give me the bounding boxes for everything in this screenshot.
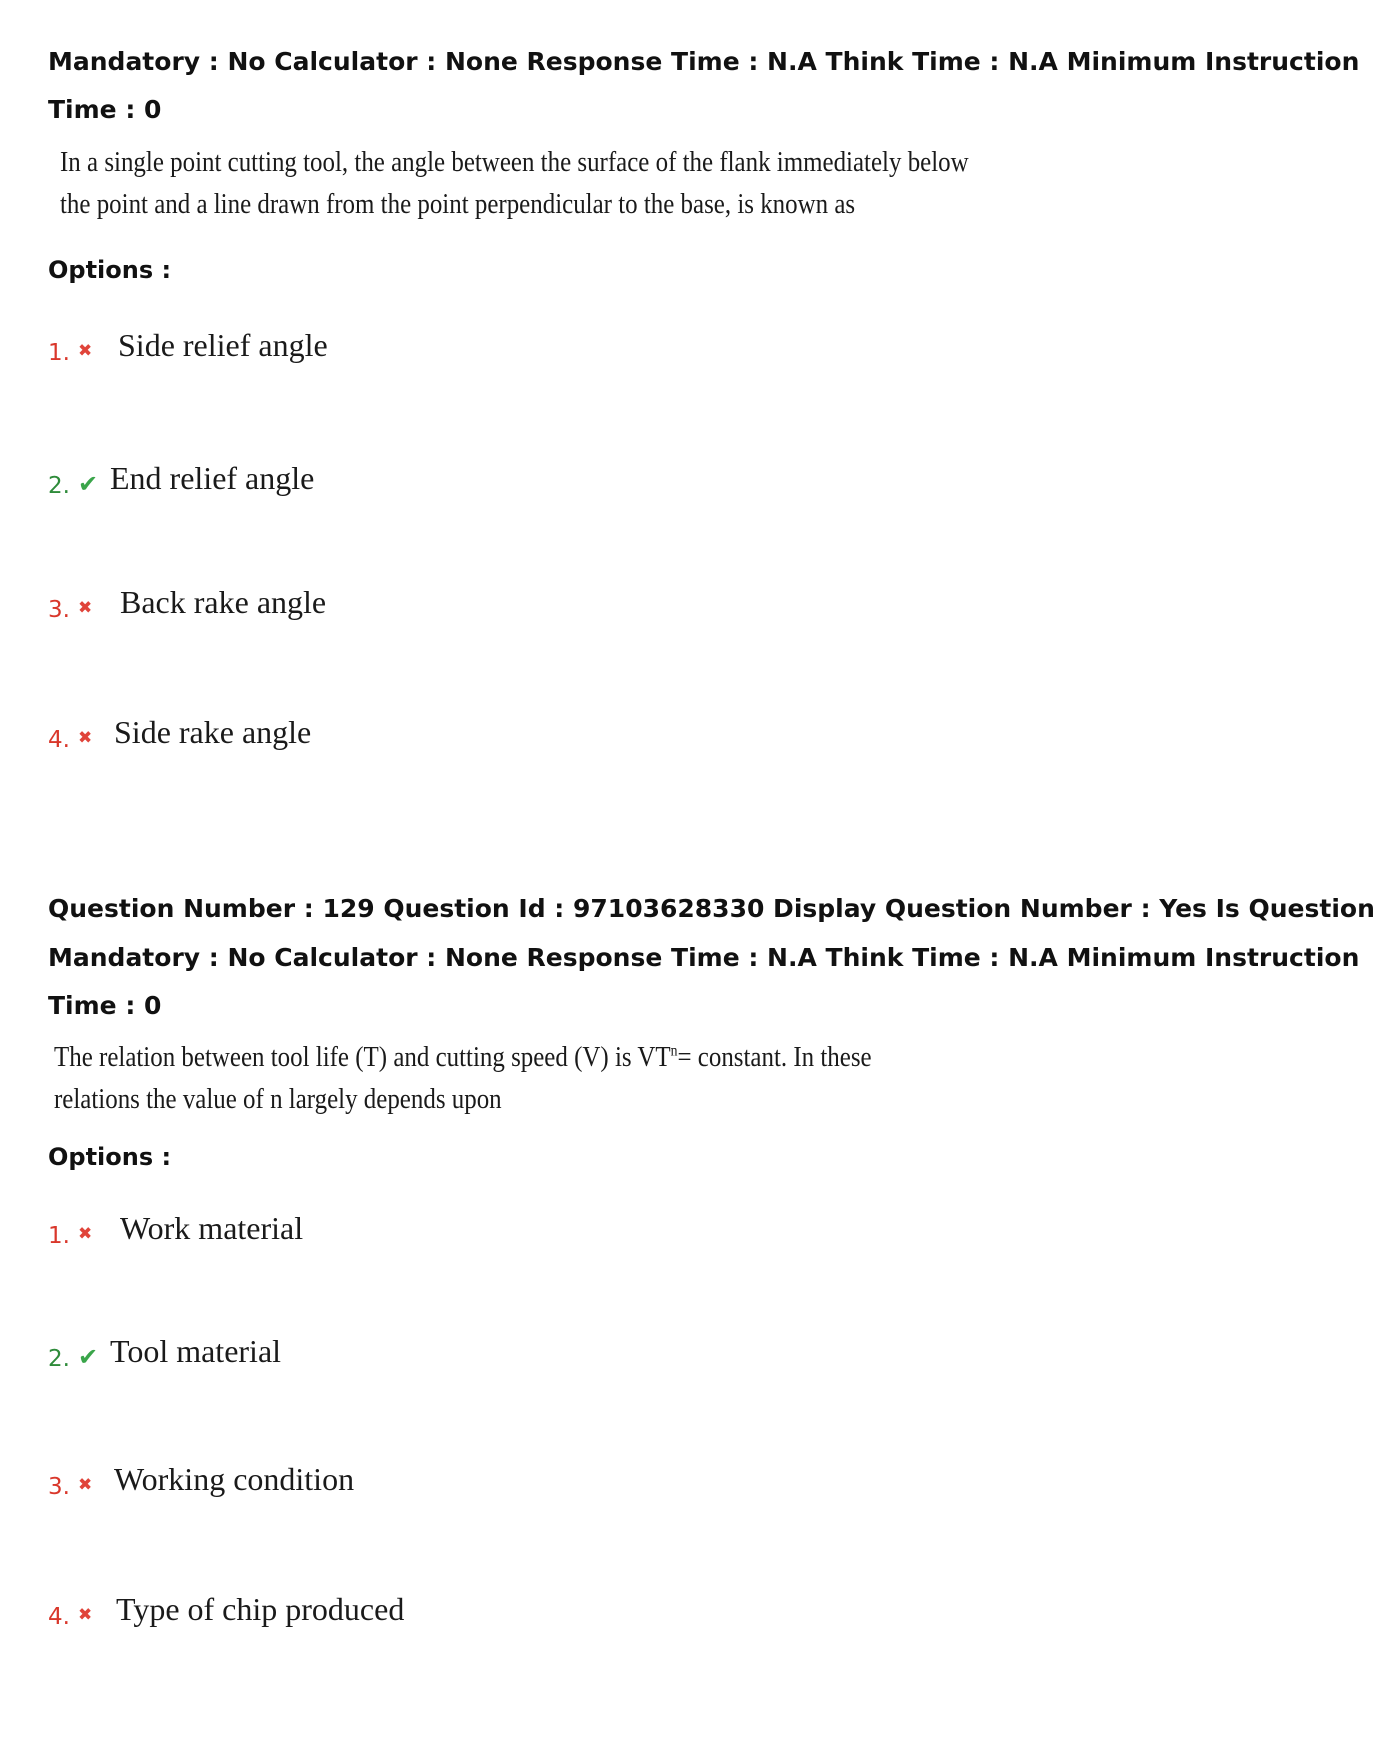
option-text: End relief angle — [110, 460, 315, 496]
question-stem-line: the point and a line drawn from the point perpendicular to the base, is known as — [60, 188, 856, 220]
options-label: Options : — [48, 256, 172, 284]
stem-text: The relation between tool life (T) and cutting speed (V) is VT — [54, 1041, 671, 1073]
cross-icon: ✖ — [78, 1224, 93, 1244]
question-meta-line: Time : 0 — [48, 95, 162, 124]
option-text: Work material — [120, 1210, 304, 1246]
option-number: 1. — [48, 340, 70, 366]
cross-icon: ✖ — [78, 598, 93, 618]
question-meta-line: Time : 0 — [48, 991, 162, 1020]
option-item — [48, 712, 748, 762]
option-text: Tool material — [110, 1333, 282, 1369]
check-icon: ✔ — [78, 470, 99, 498]
check-icon: ✔ — [78, 1343, 99, 1371]
option-number: 2. — [48, 473, 70, 499]
option-number: 3. — [48, 1474, 70, 1500]
option-text: Back rake angle — [120, 584, 327, 620]
option-item — [48, 1459, 748, 1509]
option-number: 2. — [48, 1346, 70, 1372]
question-meta-line: Question Number : 129 Question Id : 97103628330 Display Question Number : Yes Is Question — [48, 894, 1375, 923]
options-label: Options : — [48, 1143, 172, 1171]
question-stem-line: relations the value of n largely depends upon — [54, 1083, 502, 1115]
option-item — [48, 1331, 748, 1381]
option-number: 4. — [48, 1604, 70, 1630]
question-stem-line — [54, 1036, 872, 1078]
option-number: 3. — [48, 597, 70, 623]
option-item — [48, 582, 748, 632]
option-item — [48, 458, 748, 508]
option-item — [48, 1208, 748, 1258]
question-stem-line: In a single point cutting tool, the angle between the surface of the flank immediately below — [60, 146, 969, 178]
question-meta-line: Mandatory : No Calculator : None Response Time : N.A Think Time : N.A Minimum Instruction — [48, 47, 1360, 76]
option-text: Working condition — [114, 1461, 355, 1497]
option-text: Side rake angle — [114, 714, 312, 750]
stem-superscript: n — [670, 1042, 678, 1060]
question-meta-line: Mandatory : No Calculator : None Response Time : N.A Think Time : N.A Minimum Instruction — [48, 943, 1360, 972]
cross-icon: ✖ — [78, 728, 93, 748]
stem-text: = constant. In these — [677, 1041, 872, 1073]
option-number: 4. — [48, 727, 70, 753]
cross-icon: ✖ — [78, 1605, 93, 1625]
option-text: Side relief angle — [118, 327, 328, 363]
cross-icon: ✖ — [78, 1475, 93, 1495]
option-number: 1. — [48, 1223, 70, 1249]
cross-icon: ✖ — [78, 341, 93, 361]
option-text: Type of chip produced — [116, 1591, 405, 1627]
option-item — [48, 325, 748, 375]
option-item — [48, 1589, 748, 1639]
